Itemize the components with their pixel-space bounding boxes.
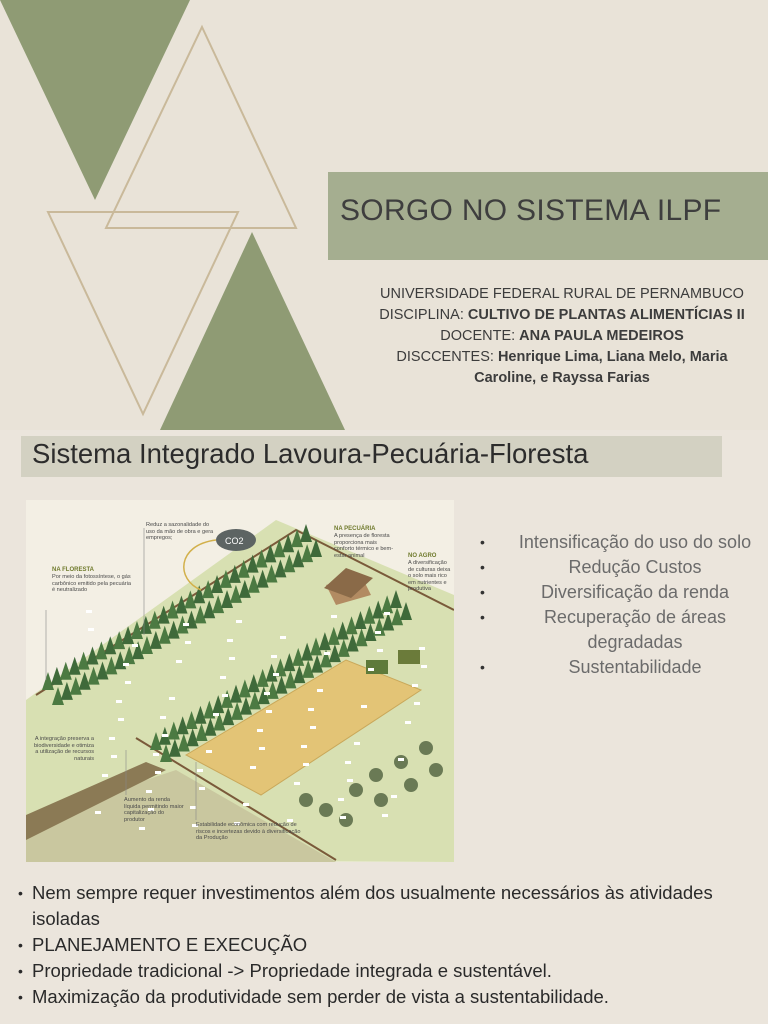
label-floresta-text: Por meio da fotossíntese, o gás carbônico emitido pela pecuária é neutralizado xyxy=(52,574,131,594)
cow xyxy=(398,758,404,761)
bullet-icon: • xyxy=(18,989,23,1005)
cow xyxy=(264,692,270,695)
cow xyxy=(146,790,152,793)
tree xyxy=(299,793,313,807)
cow xyxy=(301,745,307,748)
label-pecuaria-text: A presença de floresta proporciona mais conforto térmico e bem-estar animal xyxy=(334,533,394,559)
cow xyxy=(176,660,182,663)
benefit-text: Recuperação de áreas degradadas xyxy=(543,607,727,652)
credits-block xyxy=(352,284,768,389)
cow xyxy=(162,734,168,737)
cow xyxy=(324,652,330,655)
cow xyxy=(183,623,189,626)
key-point-item xyxy=(18,932,763,958)
cow xyxy=(155,771,161,774)
cow xyxy=(257,729,263,732)
cow xyxy=(271,655,277,658)
key-point-item xyxy=(18,880,763,932)
key-point-text: Propriedade tradicional -> Propriedade integrada e sustentável. xyxy=(32,960,552,981)
benefit-text: Diversificação da renda xyxy=(540,582,730,602)
teacher-value: ANA PAULA MEDEIROS xyxy=(519,328,684,344)
cow xyxy=(414,702,420,705)
discipline-value: CULTIVO DE PLANTAS ALIMENTÍCIAS II xyxy=(467,307,745,323)
benefit-item xyxy=(478,605,768,655)
university-name: UNIVERSIDADE FEDERAL RURAL DE PERNAMBUCO xyxy=(380,286,744,302)
cow xyxy=(236,620,242,623)
benefits-list xyxy=(478,530,768,680)
co2-label: CO2 xyxy=(225,536,244,546)
cow xyxy=(206,750,212,753)
cow xyxy=(116,700,122,703)
cow xyxy=(266,710,272,713)
cow xyxy=(220,676,226,679)
page-title: SORGO NO SISTEMA ILPF xyxy=(340,194,722,227)
teacher-label: DOCENTE: xyxy=(440,328,520,344)
cow xyxy=(361,705,367,708)
benefit-text: Redução Custos xyxy=(568,557,702,577)
key-point-text: Nem sempre requer investimentos além dos usualmente necessários às atividades isoladas xyxy=(32,882,713,929)
bullet-icon: • xyxy=(480,559,485,575)
tree xyxy=(394,755,408,769)
cow xyxy=(391,795,397,798)
benefit-text: Sustentabilidade xyxy=(568,657,702,677)
label-pecuaria-title: NA PECUÁRIA xyxy=(334,526,376,532)
bullet-icon: • xyxy=(480,609,485,625)
label-sazonalidade: Reduz a sazonalidade do uso da mão de obra e gera empregos; xyxy=(146,522,214,542)
cow xyxy=(243,803,249,806)
cow xyxy=(132,644,138,647)
teacher-line xyxy=(352,326,768,347)
tree xyxy=(429,763,443,777)
cow xyxy=(229,657,235,660)
cow xyxy=(303,763,309,766)
tree xyxy=(404,778,418,792)
tree xyxy=(339,813,353,827)
cow xyxy=(294,782,300,785)
bullet-icon: • xyxy=(18,937,23,953)
cow xyxy=(250,766,256,769)
cow xyxy=(317,689,323,692)
benefit-item xyxy=(478,530,768,555)
triangle-top-left xyxy=(0,0,190,200)
cow xyxy=(375,631,381,634)
cow xyxy=(227,639,233,642)
key-point-text: Maximização da produtividade sem perder de vista a sustentabilidade. xyxy=(32,986,609,1007)
cow xyxy=(384,612,390,615)
triangle-bottom-center xyxy=(160,232,345,430)
students-value-2: Caroline, e Rayssa Farias xyxy=(474,370,650,386)
cow xyxy=(153,753,159,756)
key-point-item xyxy=(18,984,763,1010)
students-value-1: Henrique Lima, Liana Melo, Maria xyxy=(497,349,728,365)
cow xyxy=(382,814,388,817)
cow xyxy=(331,615,337,618)
cow xyxy=(280,636,286,639)
cow xyxy=(421,665,427,668)
cow xyxy=(368,668,374,671)
cow xyxy=(190,806,196,809)
benefit-item xyxy=(478,555,768,580)
cow xyxy=(185,641,191,644)
students-line-2 xyxy=(352,368,768,389)
bullet-icon: • xyxy=(18,885,23,901)
label-agro-title: NO AGRO xyxy=(408,553,437,559)
cow xyxy=(160,716,166,719)
tree xyxy=(349,783,363,797)
cow xyxy=(88,628,94,631)
ilpf-illustration xyxy=(26,500,454,862)
bullet-icon: • xyxy=(480,659,485,675)
benefit-item xyxy=(478,655,768,680)
cow xyxy=(169,697,175,700)
key-point-text: PLANEJAMENTO E EXECUÇÃO xyxy=(32,934,308,955)
cow xyxy=(419,647,425,650)
label-renda: Aumento da renda líquida permitindo maior capitalização do produtor xyxy=(124,797,184,823)
cow xyxy=(377,649,383,652)
bullet-icon: • xyxy=(480,534,485,550)
cow xyxy=(310,726,316,729)
tree xyxy=(374,793,388,807)
students-label: DISCCENTES: xyxy=(396,349,498,365)
tree xyxy=(369,768,383,782)
cow xyxy=(405,721,411,724)
discipline-label: DISCIPLINA: xyxy=(379,307,468,323)
harvester xyxy=(398,650,420,664)
cow xyxy=(347,779,353,782)
cow xyxy=(111,755,117,758)
cow xyxy=(345,761,351,764)
key-points-list xyxy=(18,880,763,1010)
cow xyxy=(259,747,265,750)
cow xyxy=(125,681,131,684)
cow xyxy=(102,774,108,777)
cow xyxy=(199,787,205,790)
cow xyxy=(123,663,129,666)
key-point-item xyxy=(18,958,763,984)
bullet-icon: • xyxy=(480,584,485,600)
label-agro-text: A diversificação de culturas deixa o solo mais rico em nutrientes e produtiva xyxy=(408,560,451,593)
cow xyxy=(340,816,346,819)
cow xyxy=(273,673,279,676)
label-integracao: A integração preserva a biodiversidade e otimiza a utilização de recursos naturais xyxy=(33,736,94,762)
cow xyxy=(95,811,101,814)
cow xyxy=(222,694,228,697)
cow xyxy=(338,798,344,801)
cow xyxy=(308,708,314,711)
label-estabilidade: Estabilidade econômica com redução de riscos e incertezas devido à diversificação da Produção xyxy=(196,822,301,842)
tree xyxy=(319,803,333,817)
cow xyxy=(109,737,115,740)
cow xyxy=(354,742,360,745)
students-line xyxy=(352,347,768,368)
cow xyxy=(213,713,219,716)
section-subtitle: Sistema Integrado Lavoura-Pecuária-Floresta xyxy=(32,438,589,469)
tractor xyxy=(366,660,388,674)
label-floresta-title: NA FLORESTA xyxy=(52,567,94,573)
benefit-text: Intensificação do uso do solo xyxy=(518,532,752,552)
cow xyxy=(86,610,92,613)
discipline-line xyxy=(352,305,768,326)
cow xyxy=(118,718,124,721)
bullet-icon: • xyxy=(18,963,23,979)
tree xyxy=(419,741,433,755)
cow xyxy=(412,684,418,687)
cow xyxy=(197,769,203,772)
benefit-item xyxy=(478,580,768,605)
cow xyxy=(139,827,145,830)
